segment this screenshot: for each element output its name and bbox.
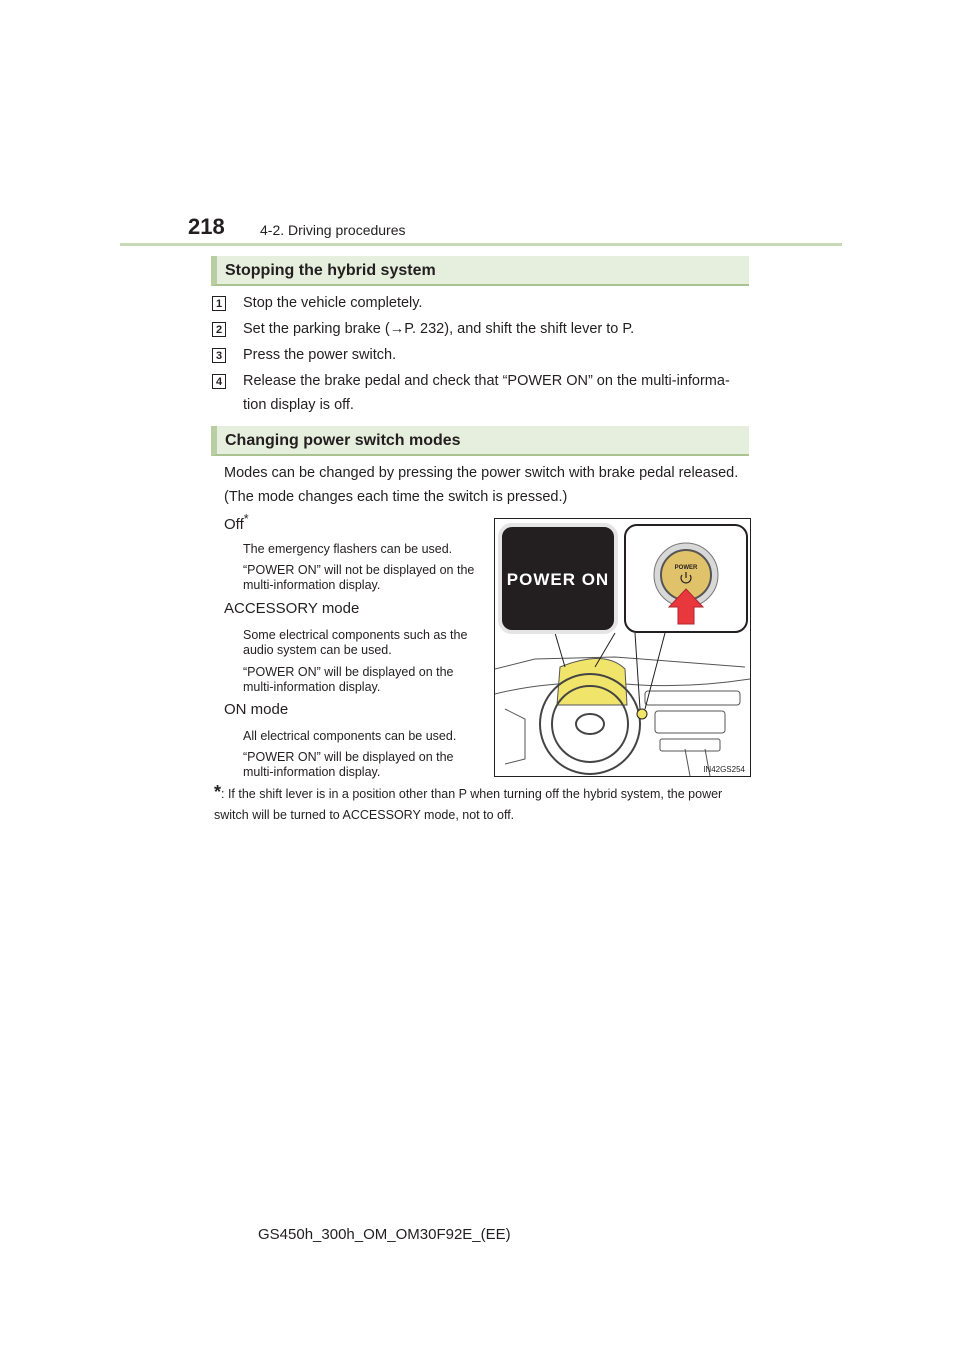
step-number: 1 [212, 296, 226, 311]
mode-accessory-desc1: Some electrical components such as the audio system can be used. [243, 628, 468, 657]
step-text: Release the brake pedal and check that “POWER ON” on the multi-informa-tion display is off. [243, 373, 730, 413]
footnote-star: * [214, 782, 222, 802]
mode-label-off [224, 512, 249, 533]
mode-off-desc2: “POWER ON” will not be displayed on the multi-information display. [243, 563, 475, 592]
step-text: Stop the vehicle completely. [243, 295, 423, 311]
mode-off-desc1: The emergency flashers can be used. [243, 542, 453, 556]
footnote-marker: * [243, 512, 249, 526]
mode-off-text: Off [224, 516, 244, 533]
step-text: Press the power switch. [243, 347, 397, 363]
modes-intro: Modes can be changed by pressing the power switch with brake pedal released. (The mode changes each time the switch is pressed.) [224, 465, 739, 505]
mode-label-on: ON mode [224, 701, 289, 718]
mode-on-desc2: “POWER ON” will be displayed on the multi-information display. [243, 750, 454, 779]
power-on-display-text: POWER ON [506, 570, 610, 589]
dashboard-drawing [495, 519, 750, 776]
section-heading-stopping: Stopping the hybrid system [211, 256, 749, 286]
footnote [214, 782, 754, 826]
power-button-label: POWER [674, 565, 698, 571]
step-number: 2 [212, 322, 226, 337]
section-heading-modes: Changing power switch modes [211, 426, 749, 456]
figure-code: IN42GS254 [703, 765, 745, 774]
step-number: 4 [212, 374, 226, 389]
mode-label-accessory: ACCESSORY mode [224, 600, 360, 617]
step-text: Set the parking brake (→P. 232), and shift the shift lever to P. [243, 321, 635, 337]
mode-accessory-desc2: “POWER ON” will be displayed on the multi-information display. [243, 665, 454, 694]
document-id: GS450h_300h_OM_OM30F92E_(EE) [258, 1226, 511, 1243]
section-title: 4-2. Driving procedures [260, 222, 406, 238]
power-switch-location [637, 709, 647, 719]
footnote-text: : If the shift lever is in a position other than P when turning off the hybrid system, the power switch will be turned to ACCESSORY mode, not to off. [214, 787, 723, 822]
mode-on-desc1: All electrical components can be used. [243, 729, 457, 743]
page-number: 218 [188, 214, 225, 239]
step-number: 3 [212, 348, 226, 363]
dashboard-illustration [494, 518, 751, 777]
header-rule [120, 243, 842, 246]
